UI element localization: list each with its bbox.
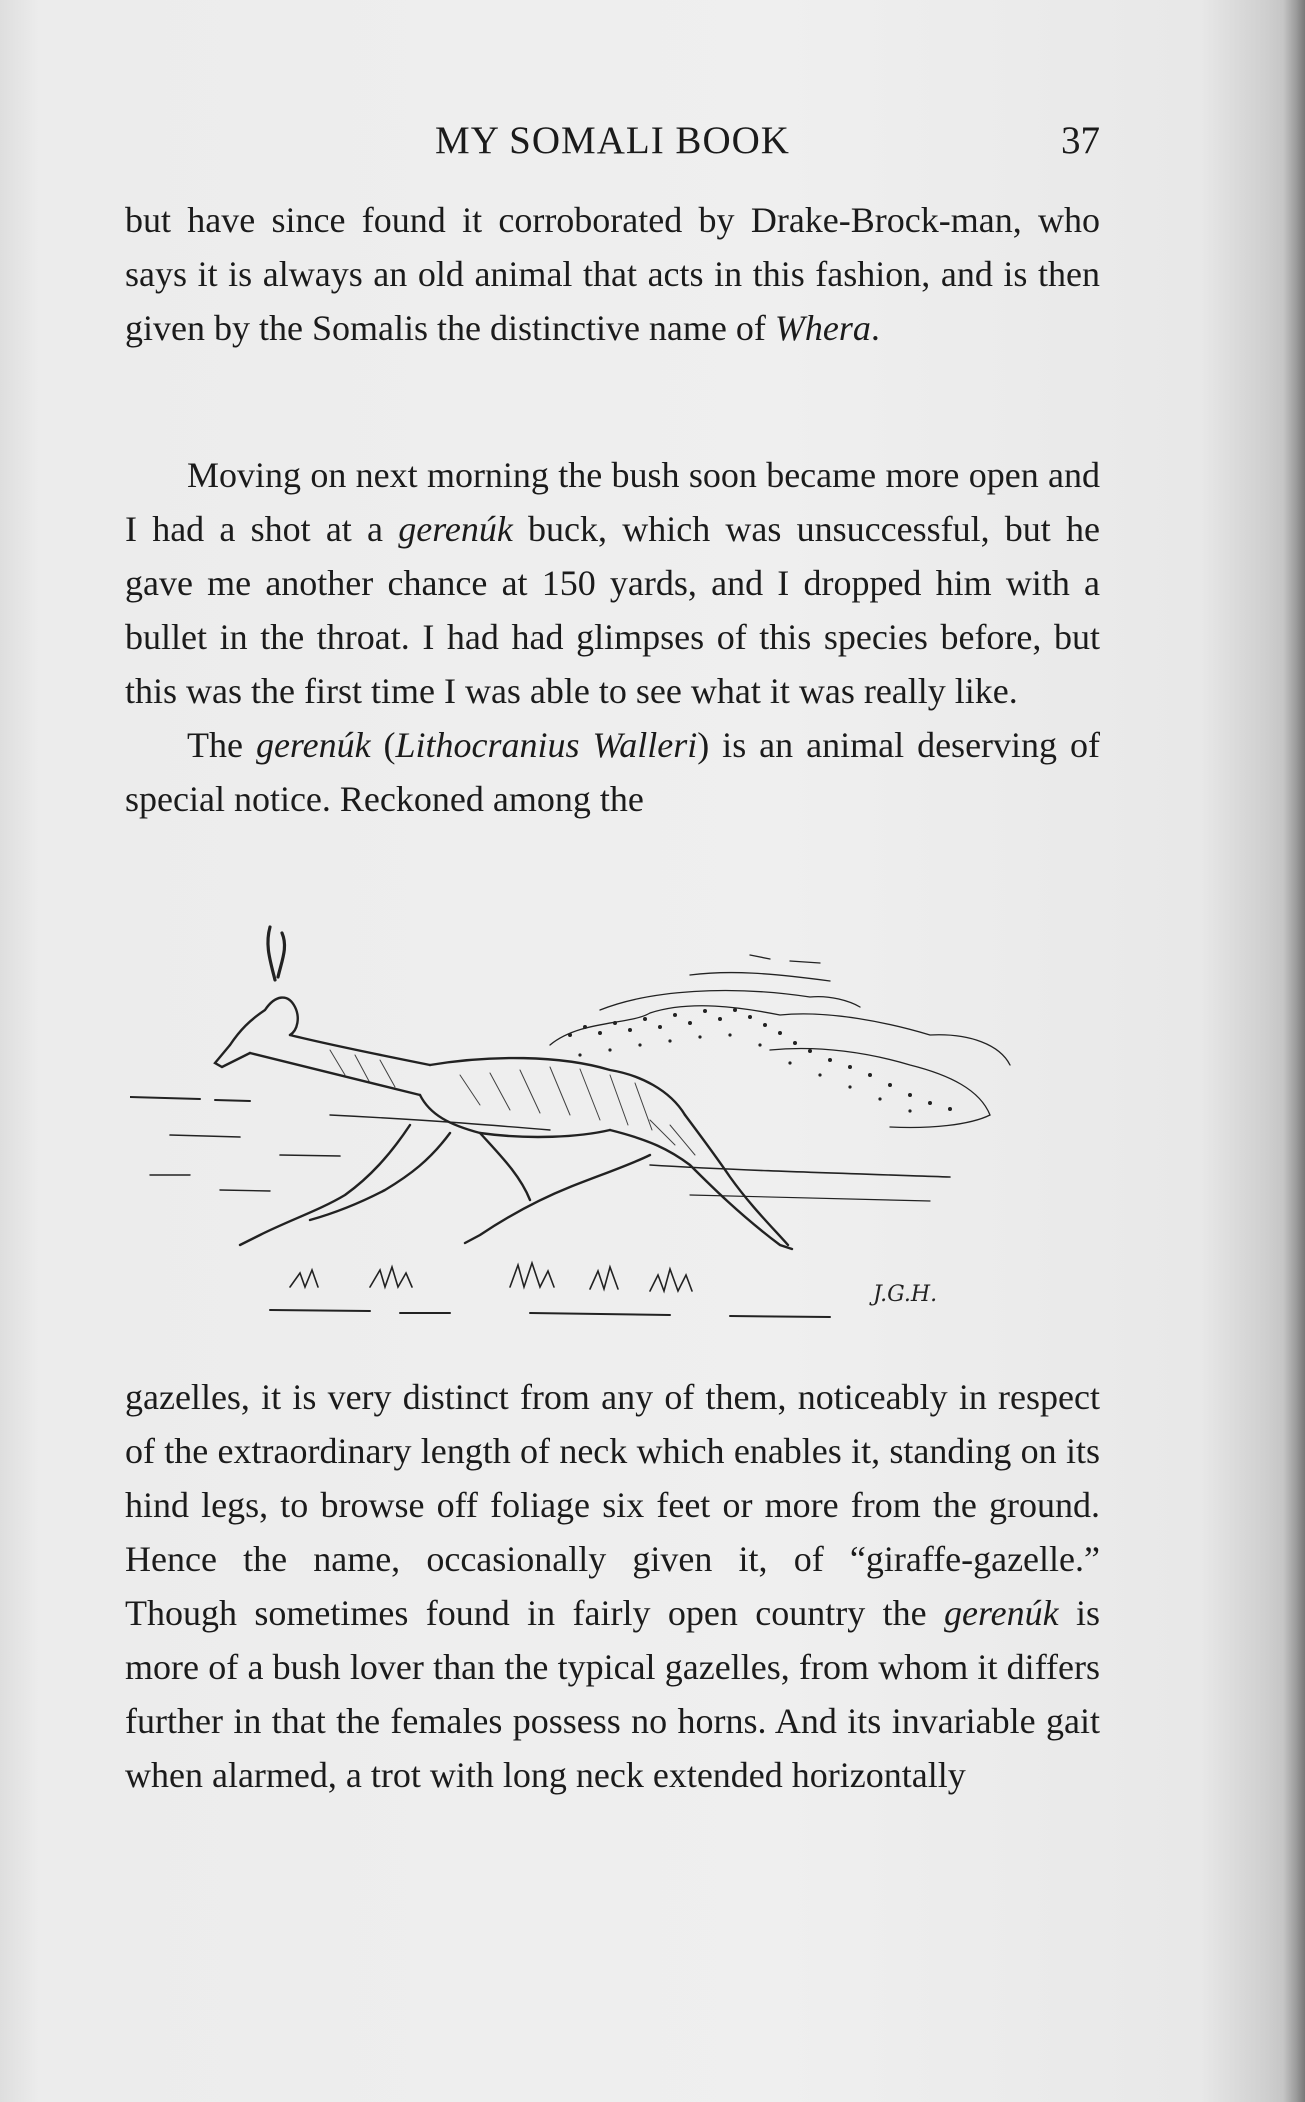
- artist-monogram: J.G.H.: [873, 1282, 938, 1307]
- italic-text: gerenúk: [398, 509, 513, 549]
- running-head: [125, 118, 1100, 168]
- italic-text: Whera: [774, 308, 871, 348]
- page-number: 37: [1061, 119, 1100, 162]
- paragraph: [125, 448, 1100, 718]
- text-run: buck, which was unsuccessful, but he gave me another chance at 150 yards, and I dropped him with a bullet in the throat. I had had glimpses of this species before, but this was the first time I was able to see what it was really like.: [125, 509, 1100, 711]
- paragraph: [125, 718, 1100, 826]
- text-run: ) is an animal deserving of special notice. Reckoned among the: [125, 725, 1100, 819]
- paragraph: [125, 1370, 1100, 1802]
- text-run: (: [370, 725, 396, 765]
- text-run: .: [870, 308, 880, 348]
- text-run: Moving on next morning the bush soon became more open and I had a shot at a: [125, 455, 1100, 549]
- paragraph: [125, 193, 1100, 355]
- text-run: gazelles, it is very distinct from any of them, noticeably in respect of the extraordinary length of neck which enables it, standing on its hind legs, to browse off foliage six feet or more from the ground. Hence the name, occasionally given it, of “giraffe-gazelle.” Though sometimes found in fairly open country the: [125, 1377, 1100, 1633]
- text-run: is more of a bush lover than the typical gazelles, from whom it differs further in that the females possess no horns. And its invariable gait when alarmed, a trot with long neck extended horizontally: [125, 1593, 1100, 1795]
- text-block-bottom: [125, 1370, 1100, 1802]
- gerenuk-running-engraving-icon: [130, 915, 1105, 1355]
- text-block-middle: [125, 448, 1100, 826]
- italic-text: gerenúk: [943, 1593, 1059, 1633]
- italic-text: gerenúk: [255, 725, 371, 765]
- italic-text: Lithocranius Walleri: [395, 725, 698, 765]
- binding-shadow: [1283, 0, 1305, 2102]
- text-block-top: [125, 193, 1100, 355]
- text-run: The: [187, 725, 256, 765]
- text-run: but have since found it corroborated by Drake-Brock-man, who says it is always an old animal that acts in this fashion, and is then given by the Somalis the distinctive name of: [125, 200, 1100, 348]
- running-title: MY SOMALI BOOK: [435, 119, 790, 162]
